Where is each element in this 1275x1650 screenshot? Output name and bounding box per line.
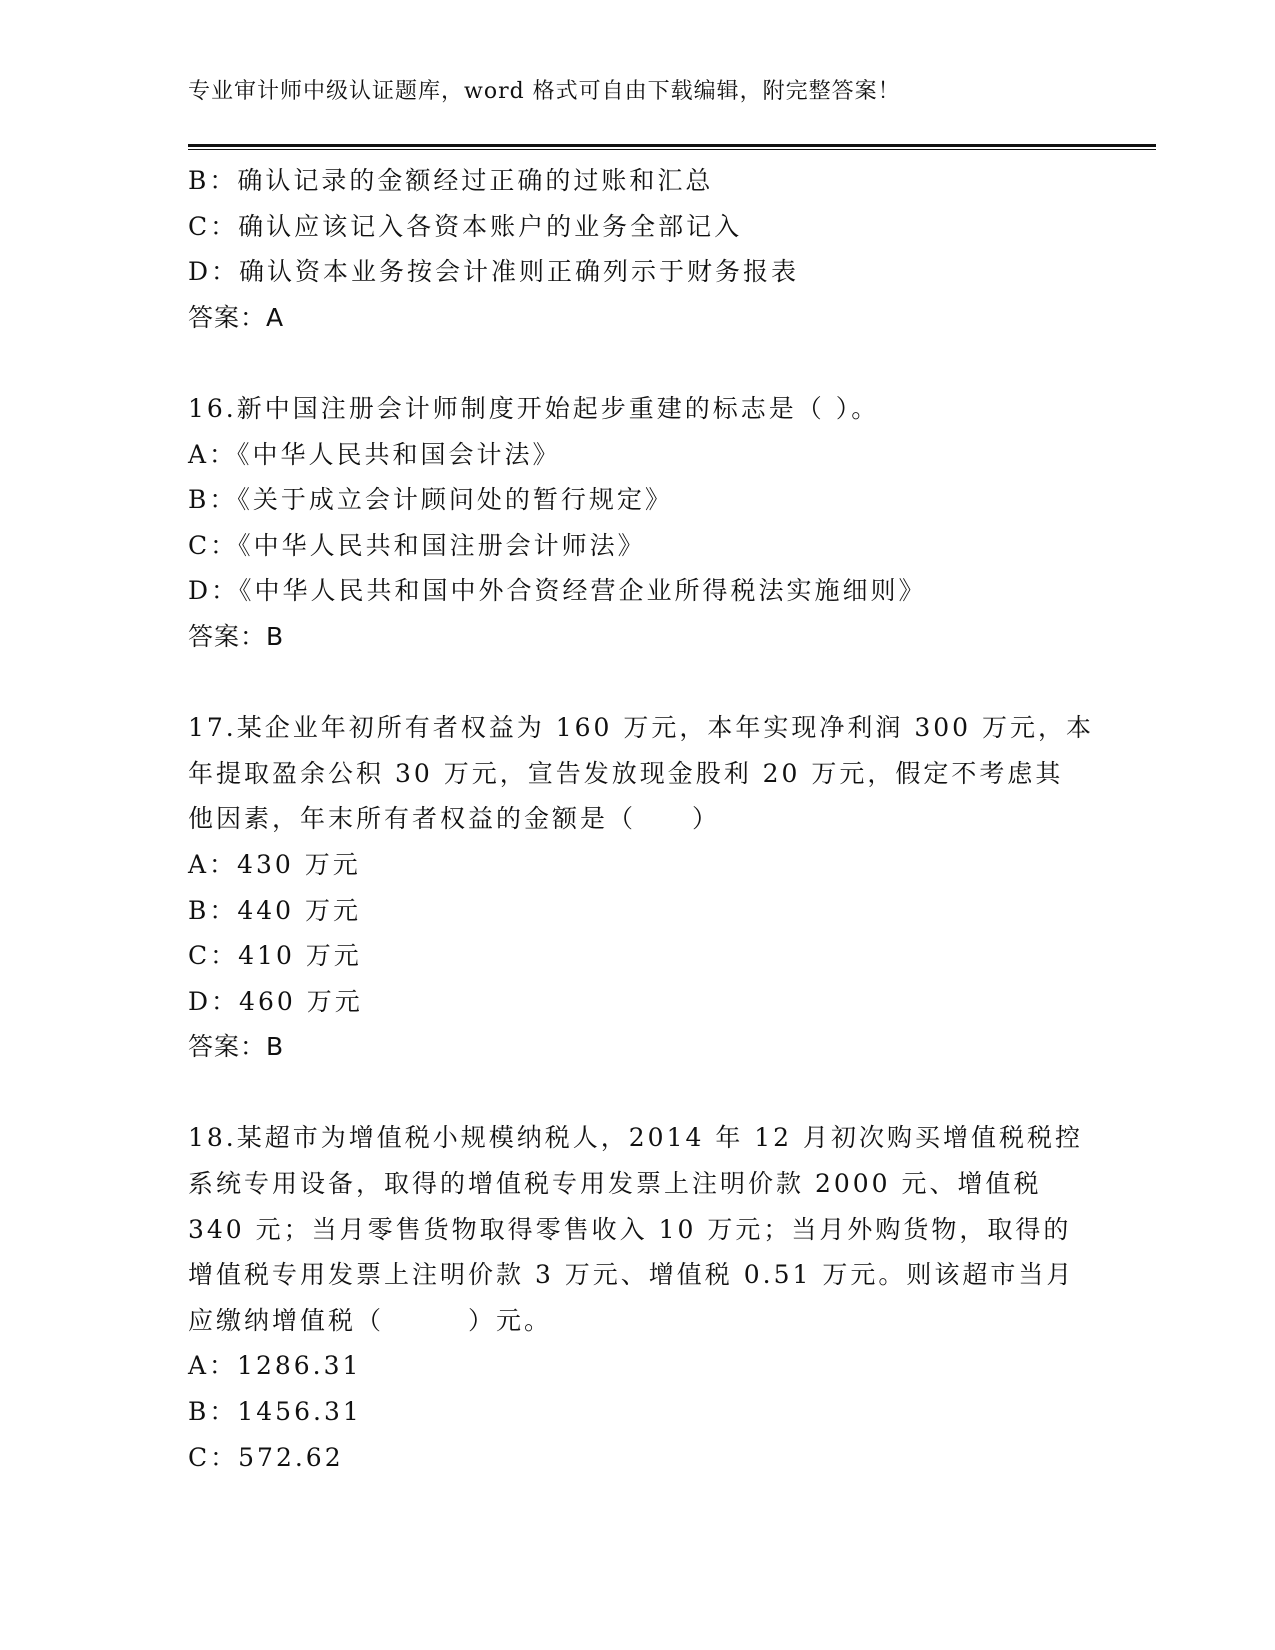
answer: 答案：A [188, 302, 285, 332]
question-stem-line-1: 17.某企业年初所有者权益为 160 万元，本年实现净利润 300 万元，本 [188, 713, 1094, 743]
option-b: B：1456.31 [188, 1397, 362, 1427]
question-stem-line-3: 他因素，年末所有者权益的金额是（ ） [188, 804, 721, 834]
option-a: A：430 万元 [188, 849, 361, 879]
question-15-tail [188, 158, 1088, 340]
question-stem-line-1: 18.某超市为增值税小规模纳税人，2014 年 12 月初次购买增值税税控 [188, 1123, 1084, 1153]
option-b: B：《关于成立会计顾问处的暂行规定》 [188, 485, 673, 515]
question-stem-line-2: 年提取盈余公积 30 万元，宣告发放现金股利 20 万元，假定不考虑其 [188, 758, 1064, 788]
option-d: D：《中华人民共和国中外合资经营企业所得税法实施细则》 [188, 576, 927, 606]
question-17 [188, 705, 1094, 1070]
question-stem-line-2: 系统专用设备，取得的增值税专用发票上注明价款 2000 元、增值税 [188, 1169, 1042, 1199]
option-c: C：《中华人民共和国注册会计师法》 [188, 530, 646, 560]
header-rule [188, 144, 1156, 150]
question-stem-line-4: 增值税专用发票上注明价款 3 万元、增值税 0.51 万元。则该超市当月 [188, 1260, 1075, 1290]
option-b: B：确认记录的金额经过正确的过账和汇总 [188, 166, 714, 195]
page-header: 专业审计师中级认证题库，word 格式可自由下载编辑，附完整答案！ [188, 79, 901, 104]
question-stem: 16.新中国注册会计师制度开始起步重建的标志是（ ）。 [188, 393, 880, 423]
option-d: D：确认资本业务按会计准则正确列示于财务报表 [188, 257, 800, 287]
option-a: A：《中华人民共和国会计法》 [188, 439, 561, 469]
document-body [188, 158, 1094, 1480]
question-stem-line-5: 应缴纳增值税（ ）元。 [188, 1305, 553, 1335]
question-18 [188, 1115, 1088, 1480]
option-b: B：440 万元 [188, 895, 362, 925]
option-a: A：1286.31 [188, 1351, 362, 1381]
answer: 答案：B [188, 621, 285, 651]
option-c: C：410 万元 [188, 941, 362, 971]
option-d: D：460 万元 [188, 986, 363, 1016]
option-c: C：572.62 [188, 1442, 344, 1472]
question-16 [188, 386, 1088, 660]
answer: 答案：B [188, 1032, 285, 1062]
question-stem-line-3: 340 元；当月零售货物取得零售收入 10 万元；当月外购货物，取得的 [188, 1214, 1072, 1244]
option-c: C：确认应该记入各资本账户的业务全部记入 [188, 211, 743, 241]
